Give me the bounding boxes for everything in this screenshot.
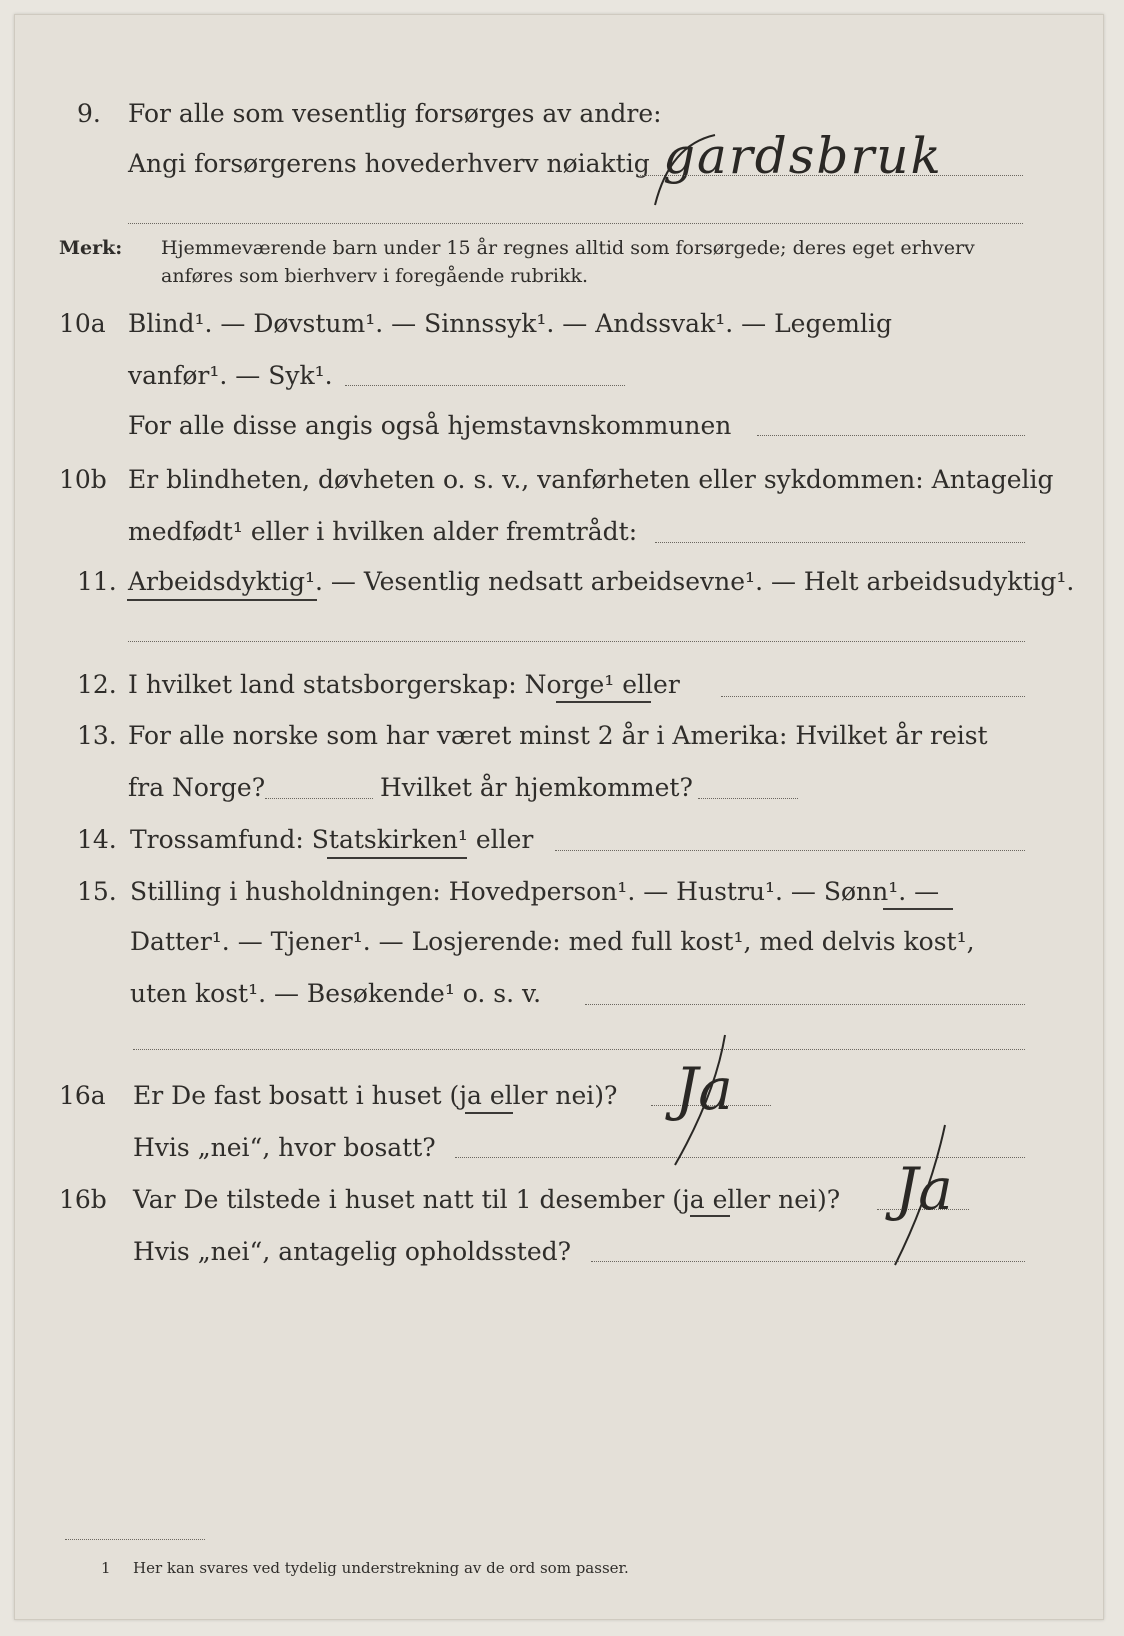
q15-line3: uten kost¹. — Besøkende¹ o. s. v.: [130, 979, 542, 1008]
q16a-line2: Hvis „nei“, hvor bosatt?: [133, 1133, 436, 1162]
footnote-mark: 1: [101, 1559, 111, 1577]
q12-number: 12.: [77, 670, 117, 699]
q13-line2b: Hvilket år hjemkommet?: [380, 773, 693, 802]
q16a-number: 16a: [59, 1081, 106, 1110]
q13-line1: For alle norske som har været minst 2 år i Amerika: Hvilket år reist: [128, 721, 988, 750]
q10a-line3: For alle disse angis også hjemstavnskommunen: [128, 411, 732, 440]
footnote-rule: [65, 1539, 205, 1540]
q16b-handwritten-answer: Ja: [895, 1155, 953, 1223]
q11-number: 11.: [77, 567, 117, 596]
footnote-text: Her kan svares ved tydelig understrekning av de ord som passer.: [133, 1559, 629, 1577]
q10a-line2: vanfør¹. — Syk¹.: [128, 361, 333, 390]
q15-line2: Datter¹. — Tjener¹. — Losjerende: med full kost¹, med delvis kost¹,: [130, 927, 975, 956]
q13-number: 13.: [77, 721, 117, 750]
q16b-ink-stroke: [895, 1125, 945, 1265]
q16a-handwritten-answer: Ja: [675, 1055, 733, 1123]
q14-number: 14.: [77, 825, 117, 854]
handwriting-strokes: [15, 15, 1103, 1619]
q9-ink-stroke: [655, 135, 715, 205]
q9-line1: For alle som vesentlig forsørges av andre:: [128, 99, 662, 128]
q12-line1: I hvilket land statsborgerskap: Norge¹ eller: [128, 670, 680, 699]
q15-number: 15.: [77, 877, 117, 906]
q10b-line2: medfødt¹ eller i hvilken alder fremtrådt:: [128, 517, 638, 546]
q10a-line1: Blind¹. — Døvstum¹. — Sinnssyk¹. — Andssvak¹. — Legemlig: [128, 309, 892, 338]
census-form-page: [14, 14, 1104, 1620]
q9-line2: Angi forsørgerens hovederhverv nøiaktig: [128, 149, 650, 178]
q14-line1: Trossamfund: Statskirken¹ eller: [130, 825, 534, 854]
q15-line1: Stilling i husholdningen: Hovedperson¹. — Hustru¹. — Sønn¹. —: [130, 877, 940, 906]
q10a-number: 10a: [59, 309, 106, 338]
q10b-number: 10b: [59, 465, 107, 494]
q13-line2a: fra Norge?: [128, 773, 266, 802]
q16b-line1: Var De tilstede i huset natt til 1 desember (ja eller nei)?: [133, 1185, 841, 1214]
q9-handwritten-answer: gardsbruk: [663, 127, 943, 185]
q11-line1: Arbeidsdyktig¹. — Vesentlig nedsatt arbeidsevne¹. — Helt arbeidsudyktig¹.: [128, 567, 1075, 596]
merk-line2: anføres som bierhverv i foregående rubrikk.: [161, 265, 589, 287]
q16a-line1: Er De fast bosatt i huset (ja eller nei)?: [133, 1081, 618, 1110]
q16b-number: 16b: [59, 1185, 107, 1214]
q9-number: 9.: [77, 99, 101, 128]
q16b-line2: Hvis „nei“, antagelig opholdssted?: [133, 1237, 572, 1266]
merk-line1: Hjemmeværende barn under 15 år regnes alltid som forsørgede; deres eget erhverv: [161, 237, 975, 259]
merk-label: Merk:: [59, 237, 123, 259]
q16a-ink-stroke: [675, 1035, 725, 1165]
q10b-line1: Er blindheten, døvheten o. s. v., vanførheten eller sykdommen: Antagelig: [128, 465, 1054, 494]
